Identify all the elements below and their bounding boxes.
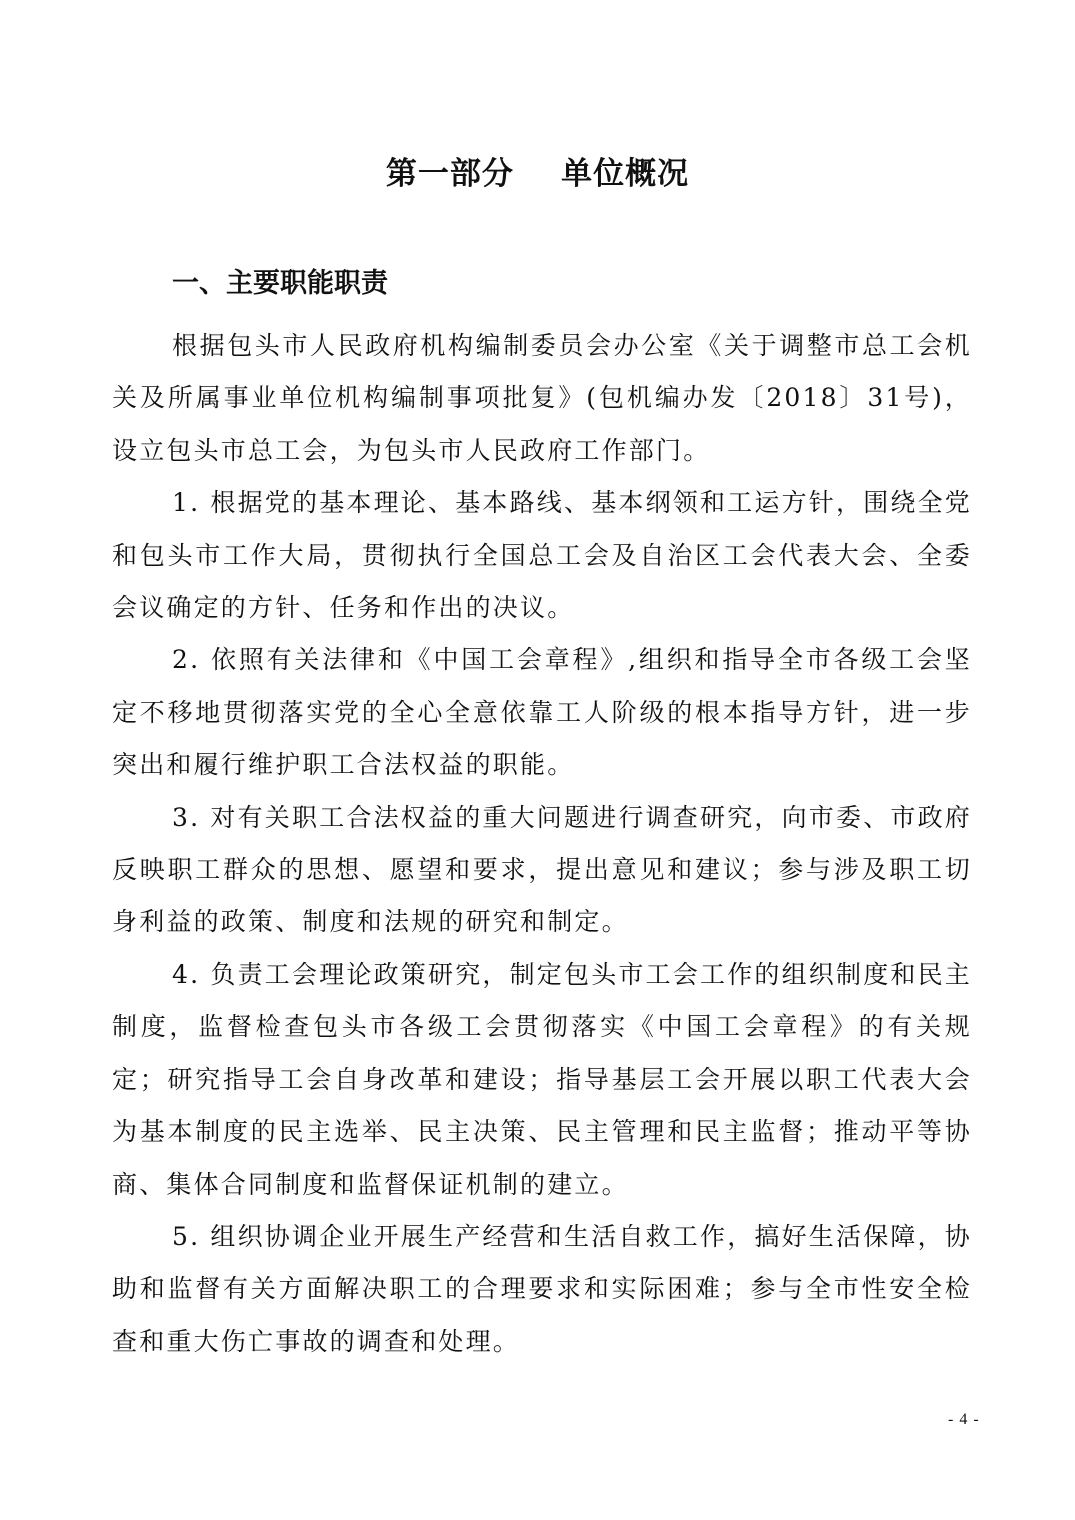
paragraph-item-5: 5. 组织协调企业开展生产经营和生活自救工作，搞好生活保障，协助和监督有关方面解决职工的合理要求和实际困难；参与全市性安全检查和重大伤亡事故的调查和处理。	[112, 1221, 973, 1356]
paragraph-item-4: 4. 负责工会理论政策研究，制定包头市工会工作的组织制度和民主制度，监督检查包头市各级工会贯彻落实《中国工会章程》的有关规定；研究指导工会自身改革和建设；指导基层工会开展以职工代表大会为基本制度的民主选举、民主决策、民主管理和民主监督；推动平等协商、集体合同制度和监督保证机制的建立。	[112, 959, 973, 1199]
body-text	[112, 320, 972, 1368]
section-heading: 一、主要职能职责	[172, 268, 388, 299]
page-number: - 4 -	[948, 1411, 980, 1428]
page-title: 第一部分 单位概况	[385, 156, 690, 192]
paragraph-item-2: 2. 依照有关法律和《中国工会章程》,组织和指导全市各级工会坚定不移地贯彻落实党的全心全意依靠工人阶级的根本指导方针，进一步突出和履行维护职工合法权益的职能。	[112, 645, 972, 780]
paragraph-item-1: 1. 根据党的基本理论、基本路线、基本纲领和工运方针，围绕全党和包头市工作大局，贯彻执行全国总工会及自治区工会代表大会、全委会议确定的方针、任务和作出的决议。	[112, 488, 973, 623]
paragraph-intro: 根据包头市人民政府机构编制委员会办公室《关于调整市总工会机关及所属事业单位机构编制事项批复》(包机编办发〔2018〕31号)，设立包头市总工会，为包头市人民政府工作部门。	[112, 331, 972, 465]
paragraph-item-3: 3. 对有关职工合法权益的重大问题进行调查研究，向市委、市政府反映职工群众的思想、愿望和要求，提出意见和建议；参与涉及职工切身利益的政策、制度和法规的研究和制定。	[112, 802, 973, 937]
